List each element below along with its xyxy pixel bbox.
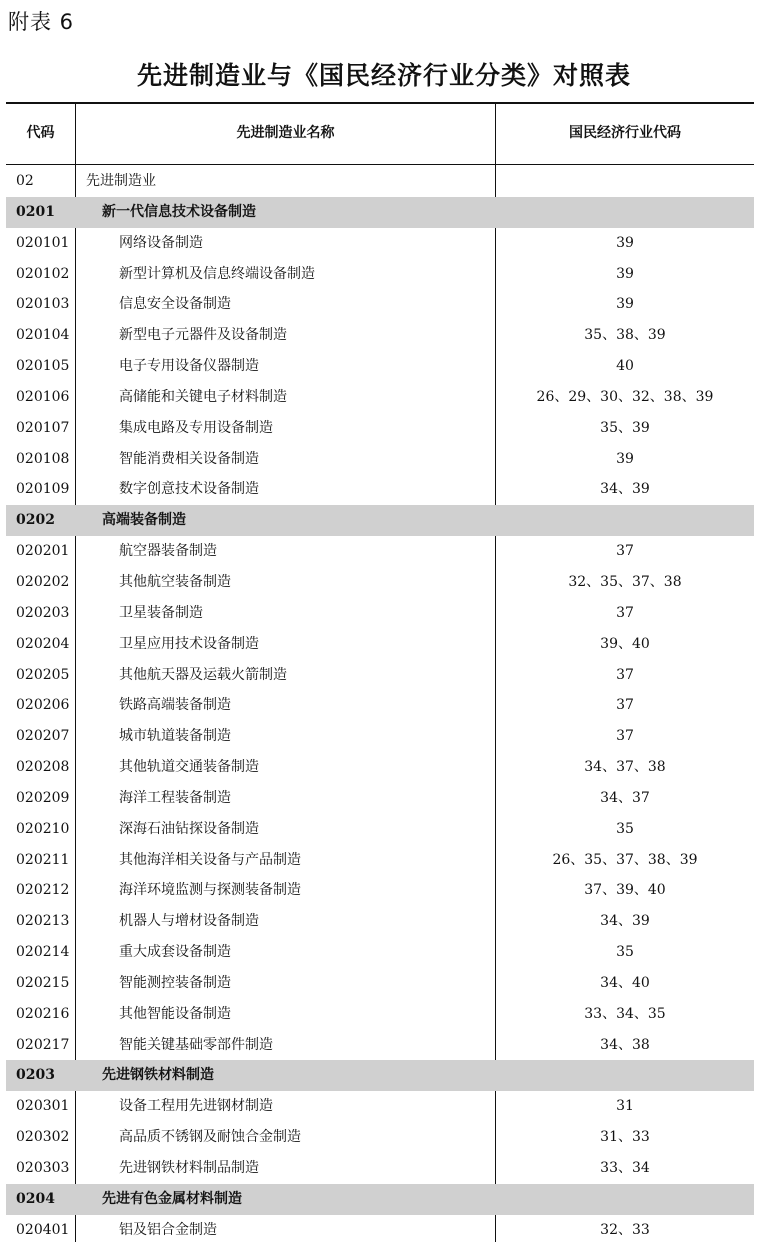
table-row [6,968,754,999]
row-industry-code: 34、37 [600,789,650,806]
table-row [6,444,754,475]
row-code: 02 [16,173,34,189]
row-code: 020301 [16,1098,70,1115]
row-industry-code: 34、40 [600,974,650,991]
table-row [6,351,754,382]
row-code: 020214 [16,944,70,961]
category-row [6,1184,754,1215]
appendix-label: 附表 6 [8,10,75,34]
row-code: 020106 [16,388,70,405]
row-name: 先进钢铁材料制品制造 [119,1160,259,1176]
table-row [6,413,754,444]
row-name: 卫星应用技术设备制造 [119,635,259,652]
row-name: 新型计算机及信息终端设备制造 [119,265,315,282]
row-industry-code: 33、34、35 [584,1005,666,1022]
row-name: 深海石油钻探设备制造 [119,820,259,837]
row-industry-code: 31 [616,1098,634,1115]
row-name: 智能测控装备制造 [119,974,231,991]
row-code: 020207 [16,728,70,745]
row-code: 020107 [16,419,70,436]
row-name: 机器人与增材设备制造 [119,913,259,930]
row-name: 新型电子元器件及设备制造 [119,327,287,344]
row-code: 020209 [16,789,70,806]
row-name: 海洋环境监测与探测装备制造 [119,882,301,899]
table-body [6,166,754,1246]
row-name: 城市轨道装备制造 [119,728,231,745]
row-name: 网络设备制造 [119,234,203,251]
row-name: 先进有色金属材料制造 [102,1190,242,1207]
header-industry-code: 国民经济行业代码 [569,125,681,141]
row-industry-code: 37 [616,697,634,714]
row-name: 海洋工程装备制造 [119,789,231,806]
row-code: 020104 [16,327,70,344]
header-code: 代码 [26,125,55,141]
row-name: 电子专用设备仪器制造 [119,358,259,375]
row-name: 集成电路及专用设备制造 [119,419,273,436]
row-code: 020211 [16,851,70,868]
table-row [6,1091,754,1122]
row-name: 数字创意技术设备制造 [119,481,259,498]
row-name: 高端装备制造 [102,512,186,529]
row-code: 020213 [16,913,70,930]
row-code: 020208 [16,759,70,776]
row-code: 020204 [16,635,70,652]
table-row [6,382,754,413]
row-code: 020202 [16,573,70,590]
row-name: 高品质不锈钢及耐蚀合金制造 [119,1129,301,1146]
table-row [6,783,754,814]
row-code: 0202 [16,512,55,529]
header-rule [6,164,754,165]
table-row [6,660,754,691]
row-name: 其他航天器及运载火箭制造 [119,666,287,683]
table-row [6,598,754,629]
table-row [6,690,754,721]
table-row [6,567,754,598]
row-name: 信息安全设备制造 [119,296,231,313]
row-industry-code: 33、34 [600,1160,650,1176]
table-row [6,999,754,1030]
row-name: 智能关键基础零部件制造 [119,1036,273,1053]
row-industry-code: 39 [616,450,634,467]
row-industry-code: 34、37、38 [584,759,666,776]
row-code: 020203 [16,604,70,621]
row-industry-code: 40 [616,358,634,375]
row-code: 020217 [16,1036,70,1053]
table-row [6,474,754,505]
row-name: 智能消费相关设备制造 [119,450,259,467]
row-code: 020216 [16,1005,70,1022]
row-code: 0203 [16,1067,55,1084]
table-row [6,536,754,567]
row-industry-code: 32、33 [600,1221,650,1238]
row-code: 020105 [16,358,70,375]
row-code: 020303 [16,1160,70,1176]
table-row [6,1122,754,1153]
row-code: 020206 [16,697,70,714]
row-industry-code: 34、39 [600,913,650,930]
page-title: 先进制造业与《国民经济行业分类》对照表 [136,61,631,90]
row-code: 020212 [16,882,70,899]
table-row [6,937,754,968]
row-code: 020215 [16,974,70,991]
row-name: 卫星装备制造 [119,604,203,621]
row-code: 0201 [16,203,55,220]
row-name: 其他航空装备制造 [119,573,231,590]
row-name: 铁路高端装备制造 [119,697,231,714]
row-code: 020109 [16,481,70,498]
row-name: 铝及铝合金制造 [119,1221,217,1238]
table-row [6,906,754,937]
row-code: 020205 [16,666,70,683]
row-code: 020101 [16,234,70,251]
table-row [6,1030,754,1061]
category-row [6,505,754,536]
row-name: 其他轨道交通装备制造 [119,759,259,776]
row-name: 先进制造业 [86,173,156,189]
row-name: 重大成套设备制造 [119,944,231,961]
row-name: 航空器装备制造 [119,543,217,560]
row-industry-code: 35、38、39 [584,327,666,344]
row-code: 020103 [16,296,70,313]
table-row [6,1215,754,1246]
row-industry-code: 39、40 [600,635,650,652]
row-industry-code: 39 [616,296,634,313]
category-row [6,197,754,228]
row-name: 新一代信息技术设备制造 [102,203,256,220]
row-industry-code: 26、35、37、38、39 [552,851,698,868]
row-industry-code: 39 [616,265,634,282]
row-industry-code: 37 [616,728,634,745]
row-name: 其他海洋相关设备与产品制造 [119,851,301,868]
row-code: 0204 [16,1190,55,1207]
row-name: 先进钢铁材料制造 [102,1067,214,1084]
table-row [6,814,754,845]
table-row [6,228,754,259]
row-industry-code: 34、38 [600,1036,650,1053]
table-row [6,845,754,876]
category-row [6,1060,754,1091]
table-row [6,721,754,752]
row-industry-code: 37、39、40 [584,882,666,899]
table-row [6,289,754,320]
row-code: 020302 [16,1129,70,1146]
header-name: 先进制造业名称 [236,125,335,141]
row-industry-code: 37 [616,604,634,621]
table-row [6,1153,754,1184]
row-industry-code: 26、29、30、32、38、39 [536,388,714,405]
row-name: 高储能和关键电子材料制造 [119,388,287,405]
row-industry-code: 34、39 [600,481,650,498]
row-code: 020102 [16,265,70,282]
table-row [6,875,754,906]
row-code: 020201 [16,543,70,560]
table-row [6,629,754,660]
row-name: 设备工程用先进钢材制造 [119,1098,273,1115]
table-row [6,752,754,783]
row-industry-code: 37 [616,666,634,683]
row-code: 020108 [16,450,70,467]
table-row [6,166,754,197]
row-industry-code: 35、39 [600,419,650,436]
row-industry-code: 35 [616,820,634,837]
row-industry-code: 31、33 [600,1129,650,1146]
row-industry-code: 35 [616,944,634,961]
row-code: 020401 [16,1221,70,1238]
row-industry-code: 39 [616,234,634,251]
table-row [6,259,754,290]
row-name: 其他智能设备制造 [119,1005,231,1022]
row-code: 020210 [16,820,70,837]
row-industry-code: 37 [616,543,634,560]
table-row [6,320,754,351]
row-industry-code: 32、35、37、38 [568,573,682,590]
